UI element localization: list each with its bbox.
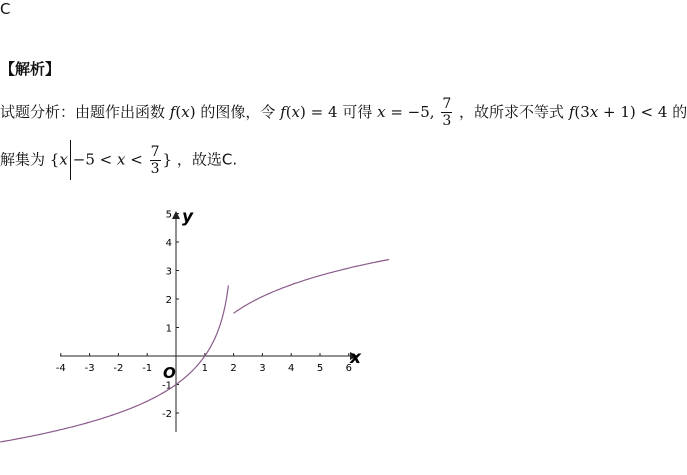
inequality: −5 < bbox=[72, 150, 118, 169]
text: 试题分析：由题作出函数 bbox=[0, 103, 166, 121]
variable: x bbox=[589, 103, 599, 121]
brace: { bbox=[45, 150, 60, 169]
y-tick-label: 5 bbox=[165, 209, 172, 221]
x-tick-label: 5 bbox=[316, 363, 324, 374]
text: 可得 bbox=[342, 103, 373, 121]
x-tick-label: -1 bbox=[142, 363, 153, 374]
fraction-numerator: 7 bbox=[442, 96, 452, 112]
axes bbox=[60, 211, 358, 432]
text: 解集为 bbox=[0, 150, 46, 169]
x-tick-label: -3 bbox=[84, 363, 95, 374]
y-axis-arrow bbox=[172, 211, 180, 219]
y-tick-label: 1 bbox=[165, 323, 172, 335]
x-tick-label: -2 bbox=[113, 363, 124, 374]
text: 的图像，令 bbox=[200, 103, 276, 121]
variable: x bbox=[117, 150, 126, 169]
y-tick-label: -2 bbox=[162, 409, 172, 420]
fraction bbox=[150, 144, 161, 177]
variable: x bbox=[291, 103, 301, 121]
expression: + 1) < 4 bbox=[598, 103, 668, 121]
inequality: < bbox=[125, 150, 148, 169]
answer-letter: C bbox=[0, 0, 11, 18]
text: 的 bbox=[672, 103, 687, 121]
paren: ( bbox=[175, 103, 182, 121]
variable: x bbox=[377, 103, 386, 121]
x-tick-label: 3 bbox=[259, 363, 266, 374]
fraction bbox=[441, 96, 452, 129]
fraction-denominator: 3 bbox=[442, 113, 452, 129]
function-symbol: f bbox=[568, 103, 575, 121]
x-tick-label: 1 bbox=[201, 363, 208, 374]
equation: = −5, bbox=[385, 103, 435, 121]
variable: x bbox=[59, 150, 68, 169]
brace: } bbox=[162, 150, 173, 169]
x-tick-label: 6 bbox=[345, 363, 352, 374]
fraction-numerator: 7 bbox=[150, 143, 160, 160]
function-symbol: f bbox=[169, 103, 176, 121]
y-axis-label: y bbox=[182, 207, 194, 227]
y-tick-label: 4 bbox=[165, 238, 172, 249]
x-axis-label: x bbox=[350, 348, 361, 368]
function-symbol: f bbox=[280, 103, 286, 121]
paren: ( bbox=[285, 103, 292, 121]
tick-labels bbox=[56, 210, 352, 421]
tick-marks bbox=[61, 214, 349, 414]
set-divider bbox=[70, 140, 71, 180]
solution-line-2 bbox=[0, 140, 237, 180]
solution-line-1 bbox=[0, 96, 687, 129]
text: ，故选C. bbox=[176, 150, 238, 169]
variable: x bbox=[181, 103, 190, 121]
section-title: 【解析】 bbox=[0, 60, 61, 78]
function-graph bbox=[0, 200, 420, 440]
expression: (3 bbox=[574, 103, 590, 121]
curve-right-branch bbox=[234, 260, 390, 314]
x-tick-label: 2 bbox=[230, 363, 237, 374]
paren: ) bbox=[189, 103, 196, 121]
equation: = 4 bbox=[305, 103, 338, 121]
origin-label: O bbox=[163, 364, 176, 382]
x-tick-label: -4 bbox=[55, 363, 66, 374]
y-tick-label: 3 bbox=[165, 266, 172, 278]
paren: ) bbox=[300, 103, 306, 121]
text: ，故所求不等式 bbox=[459, 103, 565, 121]
fraction-denominator: 3 bbox=[150, 160, 160, 177]
y-tick-label: 2 bbox=[165, 295, 172, 306]
y-tick-label: -1 bbox=[162, 380, 172, 392]
x-tick-label: 4 bbox=[288, 363, 295, 374]
